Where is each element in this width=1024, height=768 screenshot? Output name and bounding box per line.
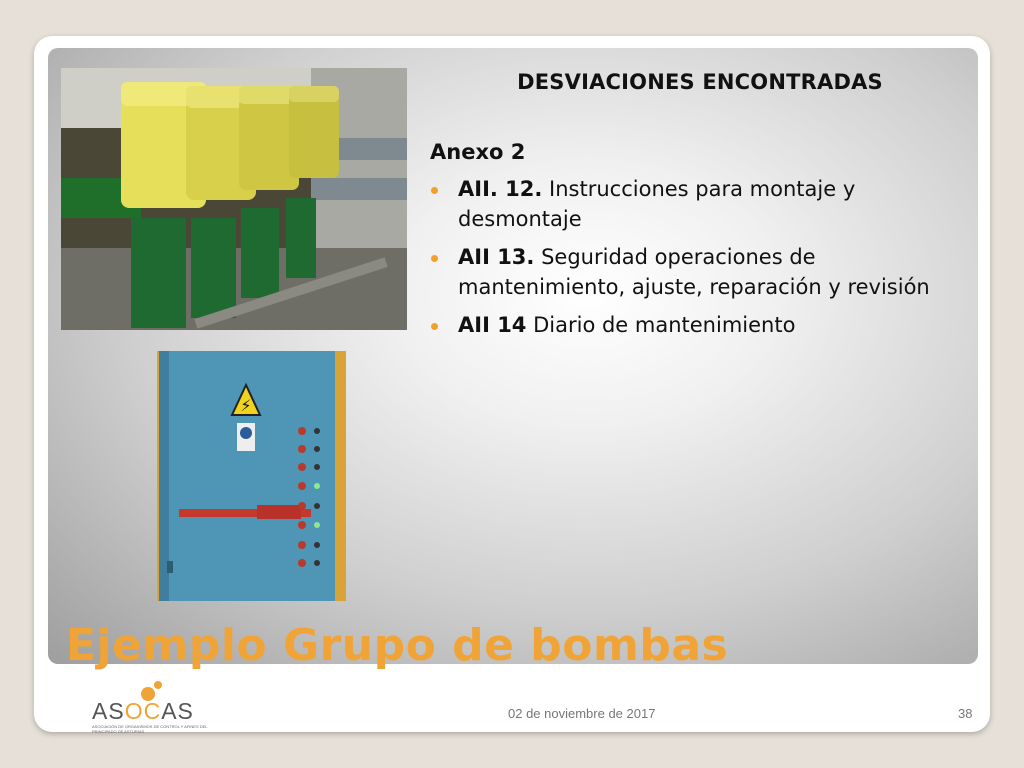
anexo-label: Anexo 2: [430, 140, 526, 164]
item-code: AII 14: [458, 313, 527, 337]
list-item: [430, 310, 970, 340]
svg-text:⚡: ⚡: [240, 396, 252, 415]
page-number: 38: [958, 706, 973, 721]
electrical-panel-photo: [157, 351, 346, 601]
bullet-icon: [431, 187, 438, 194]
slide-content: [430, 140, 970, 348]
pump-group-photo: [61, 68, 407, 330]
slide-title: Ejemplo Grupo de bombas: [66, 620, 729, 671]
logo-subtitle: ASOCIACIÓN DE ORGANISMOS DE CONTROL Y AFINES DEL PRINCIPADO DE ASTURIAS: [92, 724, 208, 734]
item-text: Diario de mantenimiento: [526, 313, 796, 337]
list-item: [430, 174, 970, 234]
bullet-icon: [431, 255, 438, 262]
footer-date: 02 de noviembre de 2017: [508, 706, 656, 721]
asocas-logo: [90, 680, 215, 732]
item-text: Seguridad operaciones de mantenimiento, ajuste, reparación y revisión: [458, 245, 930, 299]
bullet-icon: [431, 323, 438, 330]
slide-heading: DESVIACIONES ENCONTRADAS: [517, 70, 883, 94]
item-code: AII 13.: [458, 245, 535, 269]
list-item: [430, 242, 970, 302]
item-text: Instrucciones para montaje y desmontaje: [458, 177, 856, 231]
logo-wordmark: ASOCAS: [92, 698, 194, 724]
item-code: AII. 12.: [458, 177, 543, 201]
deviation-list: [430, 174, 970, 340]
